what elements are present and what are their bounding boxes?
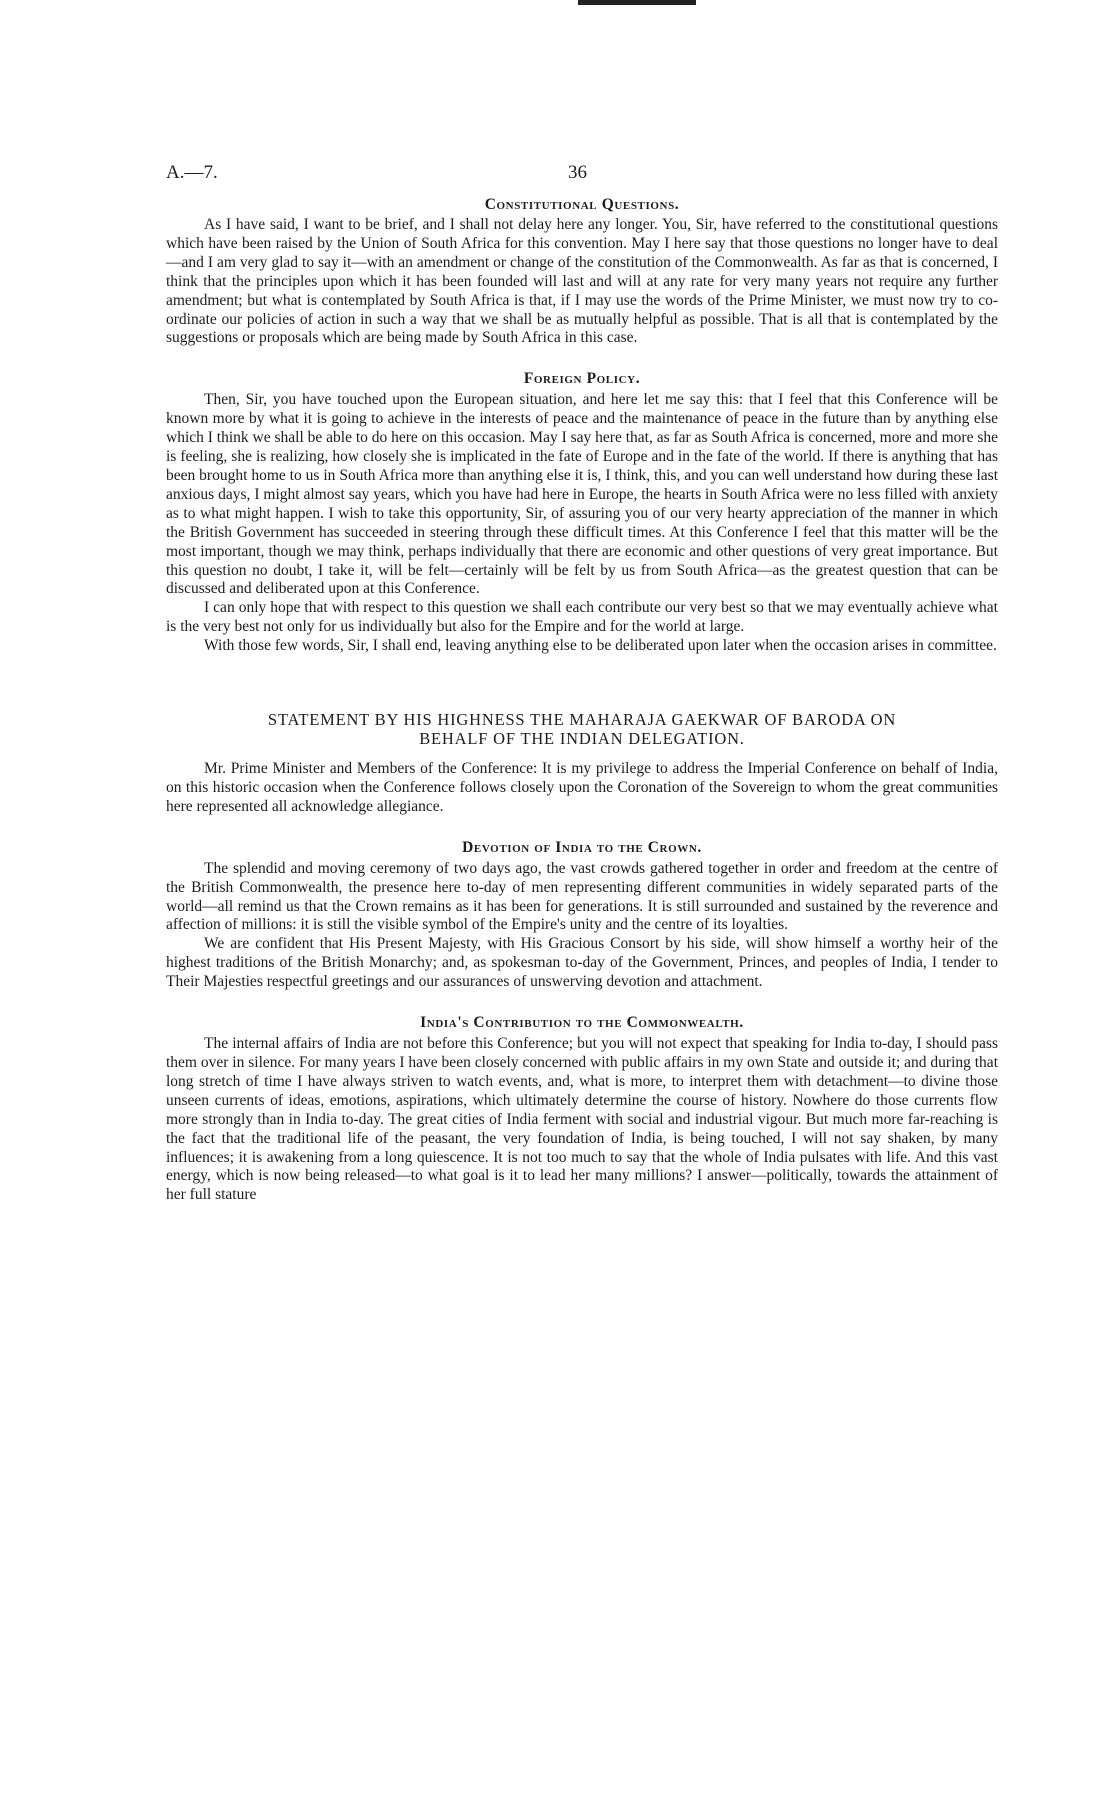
paragraph: With those few words, Sir, I shall end, leaving anything else to be deliberated upon later when the occasion arises in committee.	[204, 637, 997, 655]
section-heading-devotion-of-india: Devotion of India to the Crown.	[462, 838, 702, 856]
section-heading-constitutional-questions: Constitutional Questions.	[484, 196, 680, 213]
top-rule	[578, 0, 696, 5]
paragraph: I can only hope that with respect to this question we shall each contribute our very best so that we may eventually achieve what is the very best not only for us individually but also for the Empire and for the world at large.	[166, 599, 998, 636]
paragraph: The internal affairs of India are not before this Conference; but you will not expect that speaking for India to-day, I should pass them over in silence. For many years I have been closely concerned with public affairs in my own State and outside it; and during that long stretch of time I have always striven to watch events, and, what is more, to interpret them with detachment—to divine those unseen currents of ideas, emotions, aspirations, which ultimately determine the course of history. Nowhere do those currents flow more strongly than in India to-day. The great cities of India ferment with social and industrial vigour. But much more far-reaching is the fact that the traditional life of the peasant, the very foundation of India, is being touched, I will not say shaken, by many influences; it is awakening from a long quiescence. It is not too much to say that the whole of India pulsates with life. And this vast energy, which is now being released—to what goal is it to lead her many millions? I answer—politically, towards the attainment of her full stature	[166, 1035, 998, 1204]
document-reference: A.—7.	[166, 162, 218, 183]
document-page	[166, 162, 998, 1205]
statement-title-line2: BEHALF OF THE INDIAN DELEGATION.	[419, 729, 745, 749]
paragraph: As I have said, I want to be brief, and I shall not delay here any longer. You, Sir, have referred to the constitutional questions which have been raised by the Union of South Africa for this convention. May I here say that those questions no longer have to deal—and I am very glad to say it—with an amendment or change of the constitution of the Commonwealth. As far as that is concerned, I think that the principles upon which it has been founded will last and will at any rate for very many years not require any further amendment; but what is contemplated by South Africa is that, if I may use the words of the Prime Minister, we must now try to co-ordinate our policies of action in such a way that we shall be as mutually helpful as possible. That is all that is contemplated by the suggestions or proposals which are being made by South Africa in this case.	[166, 216, 998, 347]
paragraph: Then, Sir, you have touched upon the European situation, and here let me say this: that I feel that this Conference will be known more by what it is going to achieve in the interests of peace and the maintenance of peace in the future than by anything else which I think we shall be able to do here on this occasion. May I say here that, as far as South Africa is concerned, more and more she is feeling, she is realizing, how closely she is implicated in the fate of Europe and in the fate of the world. If there is anything that has been brought home to us in South Africa more than anything else it is, I think, this, and you can well understand how during these last anxious days, I might almost say years, which you have had here in Europe, the hearts in South Africa were no less filled with anxiety as to what might happen. I wish to take this opportunity, Sir, of assuring you of our very hearty appreciation of the manner in which the British Government has succeeded in steering through these difficult times. At this Conference I feel that this matter will be the most important, though we may think, perhaps individually that there are economic and other questions of very great importance. But this question no doubt, I take it, will be felt—certainly will be felt by us from South Africa—as the greatest question that can be discussed and deliberated upon at this Conference.	[166, 391, 999, 598]
paragraph: We are confident that His Present Majesty, with His Gracious Consort by his side, will show himself a worthy heir of the highest traditions of the British Monarchy; and, as spokesman to-day of the Government, Princes, and peoples of India, I tender to Their Majesties respectful greetings and our assurances of unswerving devotion and attachment.	[166, 935, 998, 991]
section-heading-foreign-policy: Foreign Policy.	[523, 370, 641, 388]
paragraph: Mr. Prime Minister and Members of the Conference: It is my privilege to address the Imperial Conference on behalf of India, on this historic occasion when the Conference follows closely upon the Coronation of the Sovereign to whom the great communities here represented all acknowledge allegiance.	[166, 760, 998, 815]
statement-title	[166, 710, 998, 748]
page-number: 36	[568, 162, 587, 183]
statement-title-line1: STATEMENT BY HIS HIGHNESS THE MAHARAJA GAEKWAR OF BARODA ON	[267, 710, 897, 730]
paragraph: The splendid and moving ceremony of two days ago, the vast crowds gathered together in order and freedom at the centre of the British Commonwealth, the presence here to-day of men representing different communities in widely separated parts of the world—all remind us that the Crown remains as it has been for generations. It is still surrounded and sustained by the reverence and affection of millions: it is still the visible symbol of the Empire's unity and the centre of its loyalties.	[166, 859, 998, 934]
running-header	[166, 162, 998, 192]
section-heading-india-contribution: India's Contribution to the Commonwealth.	[420, 1014, 744, 1032]
